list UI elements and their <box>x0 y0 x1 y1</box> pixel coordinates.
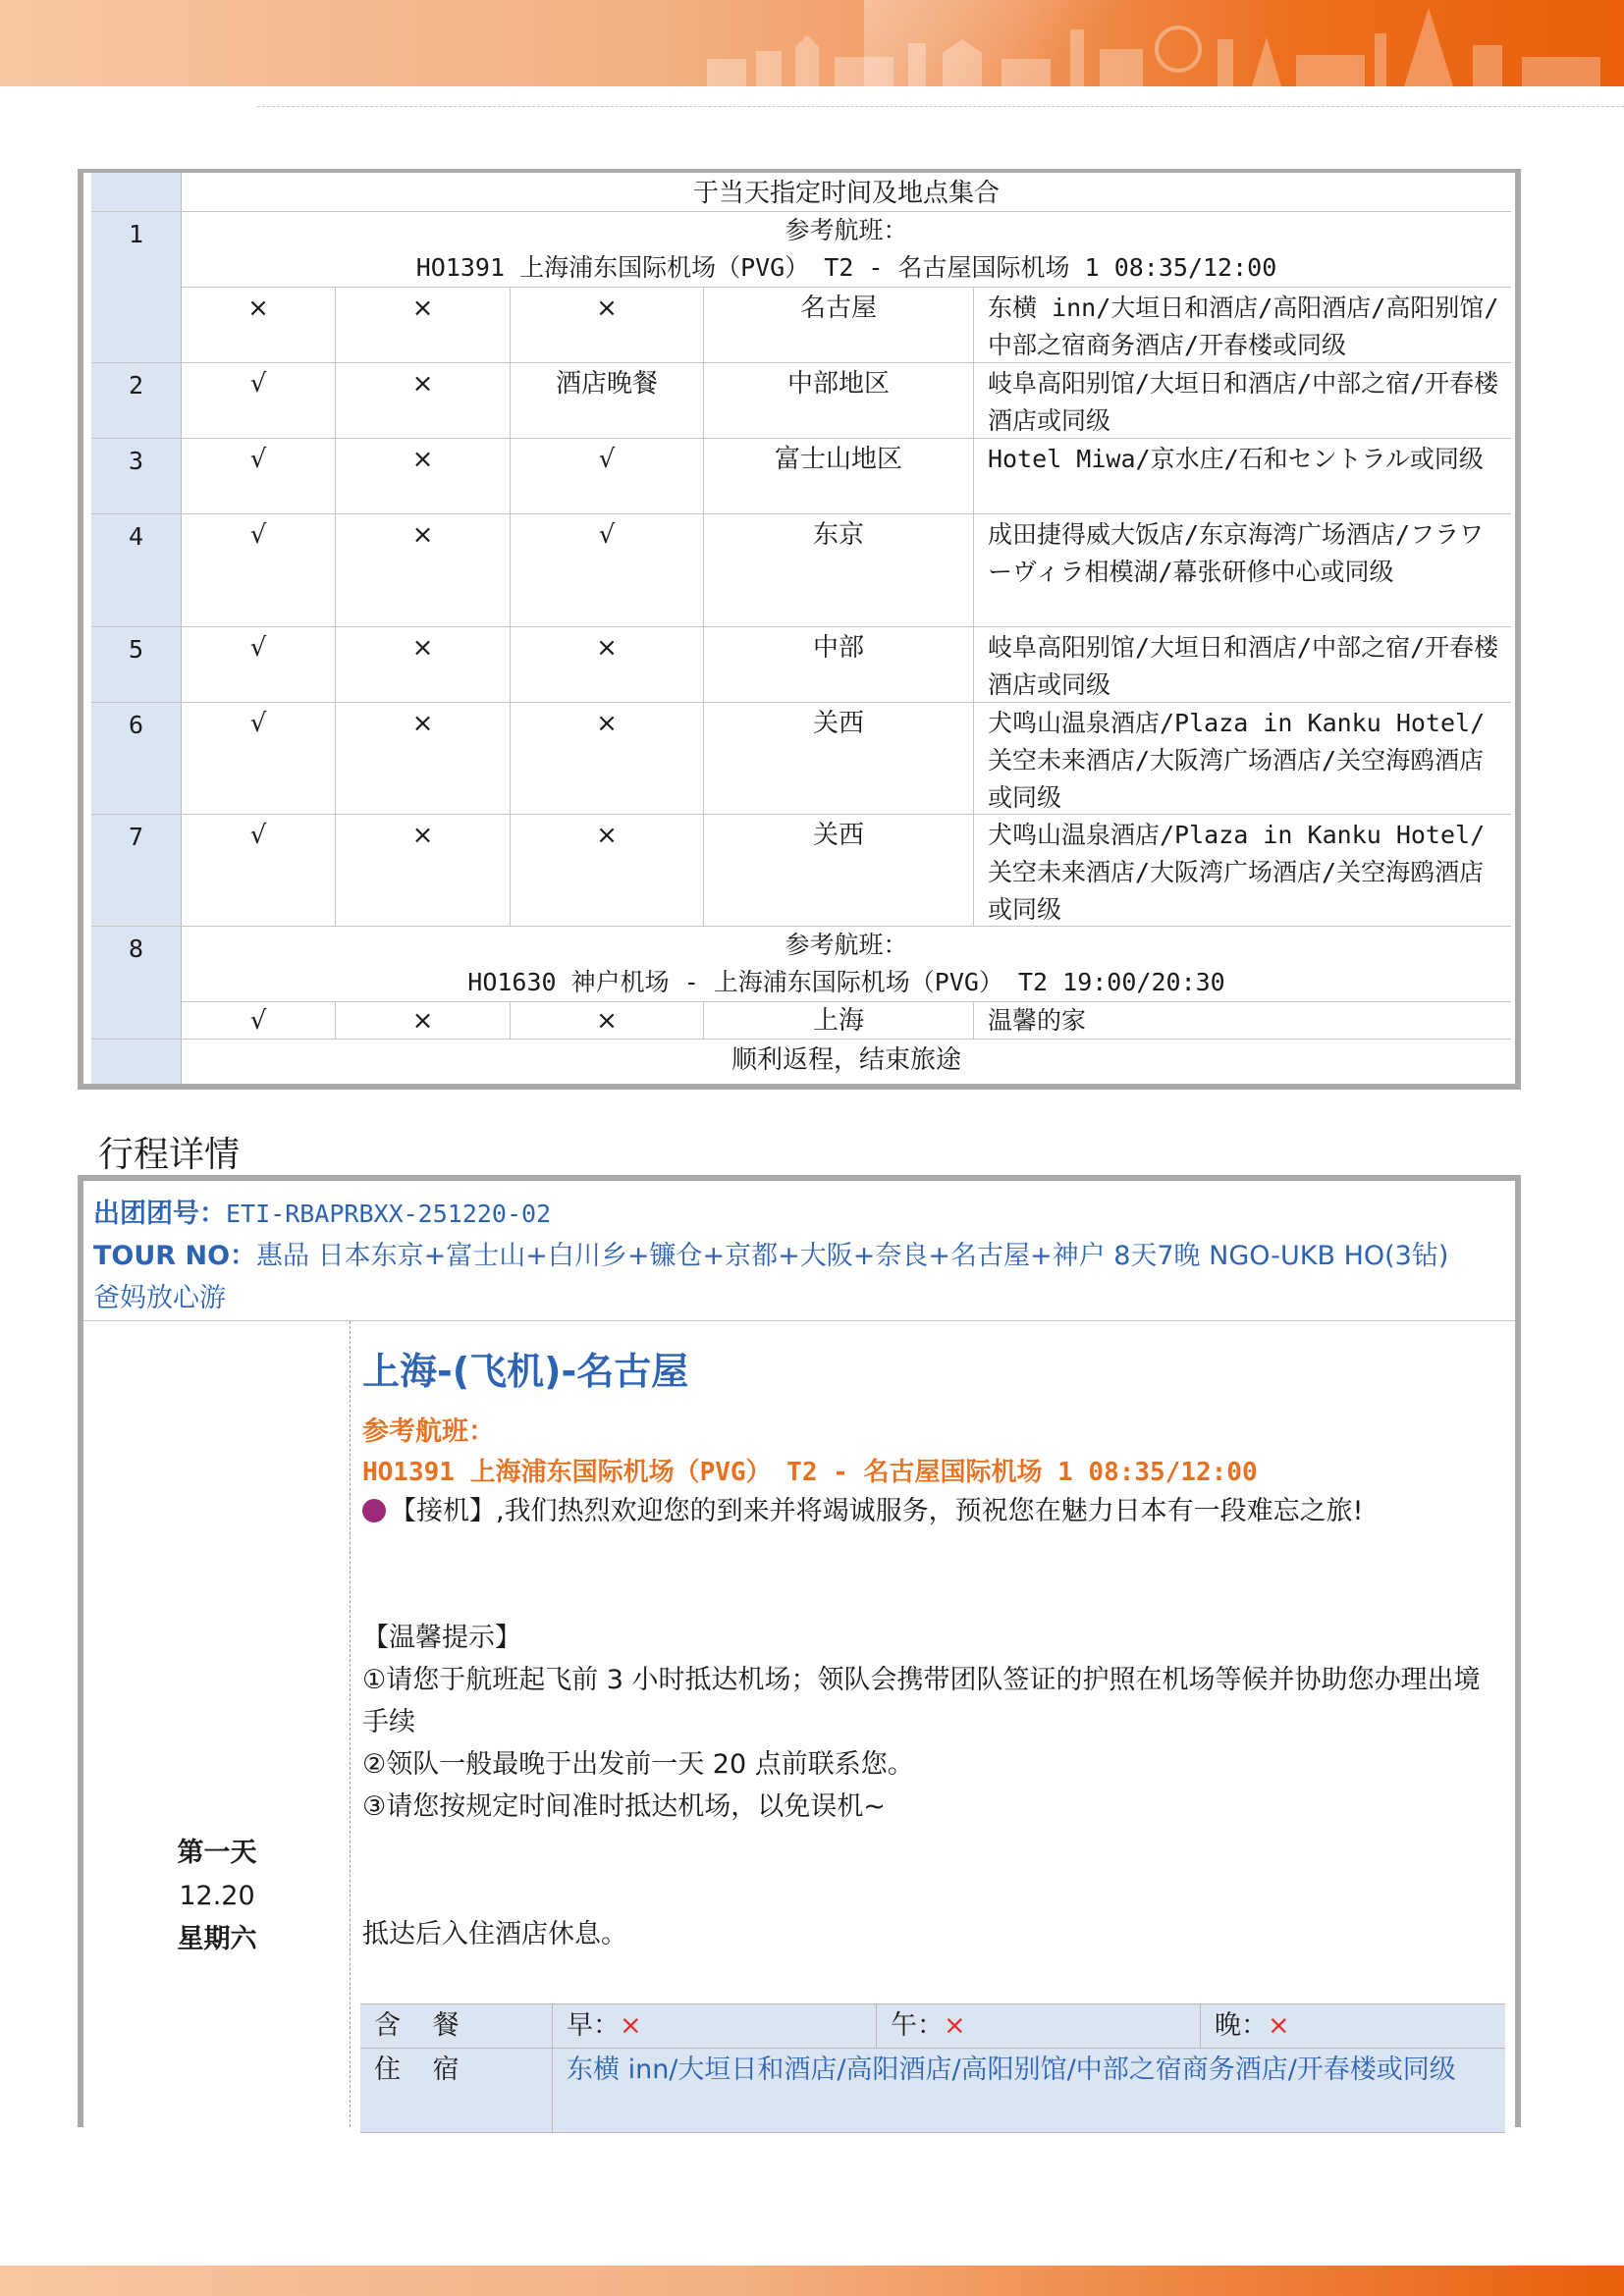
day-column <box>83 1321 351 2127</box>
footer-band <box>0 2266 1624 2296</box>
day-number: 3 <box>91 439 182 513</box>
table-row <box>91 363 1511 439</box>
ref-flight-label: 参考航班： <box>785 216 908 244</box>
dinner-cell <box>1201 2004 1505 2048</box>
ref-flight: HO1391 上海浦东国际机场（PVG） T2 - 名古屋国际机场 1 08:35/12:00 <box>362 1458 1258 1487</box>
table-row <box>91 439 1511 514</box>
table-row <box>91 815 1511 927</box>
hotel: 岐阜高阳别馆/大垣日和酒店/中部之宿/开春楼酒店或同级 <box>988 369 1499 435</box>
breakfast-mark: √ <box>182 363 336 438</box>
day-number: 4 <box>91 514 182 626</box>
city: 关西 <box>704 815 974 926</box>
day-number: 6 <box>91 703 182 814</box>
tour-name-line2: 爸妈放心游 <box>93 1283 226 1313</box>
city: 东京 <box>704 514 974 626</box>
pickup-text: 【接机】,我们热烈欢迎您的到来并将竭诚服务，预祝您在魅力日本有一段难忘之旅! <box>390 1496 1364 1526</box>
lunch-mark: × <box>336 1002 511 1039</box>
dinner-mark: × <box>511 703 704 814</box>
dinner-mark: × <box>511 1002 704 1039</box>
breakfast-mark: √ <box>182 815 336 926</box>
tip-3: ③请您按规定时间准时抵达机场，以免误机~ <box>362 1791 886 1822</box>
breakfast-cell <box>553 2004 877 2048</box>
day-number: 8 <box>91 927 182 1039</box>
city: 名古屋 <box>704 288 974 363</box>
gather-note: 于当天指定时间及地点集合 <box>692 179 1000 208</box>
table-row <box>91 627 1511 703</box>
dinner-mark: × <box>511 815 704 926</box>
table-row <box>91 703 1511 815</box>
bullet-dot-icon <box>362 1499 386 1522</box>
lunch-mark: × <box>336 815 511 926</box>
city: 富士山地区 <box>704 439 974 513</box>
table-row <box>91 927 1511 1040</box>
lunch-mark: × <box>336 439 511 513</box>
stay-label: 住 宿 <box>360 2049 553 2132</box>
breakfast-value: × <box>620 2010 642 2041</box>
city: 上海 <box>704 1002 974 1039</box>
day-number: 1 <box>91 212 182 362</box>
lunch-cell <box>877 2004 1201 2048</box>
meals-row <box>360 2003 1505 2049</box>
day-label <box>83 1832 351 1961</box>
dinner-mark: √ <box>511 439 704 513</box>
itinerary-summary-table <box>78 169 1521 1090</box>
day-number: 2 <box>91 363 182 438</box>
lodging-row <box>360 2049 1505 2133</box>
table-row <box>91 514 1511 627</box>
tips-title: 【温馨提示】 <box>362 1623 521 1653</box>
tour-header <box>93 1193 1505 1319</box>
tour-no-label: TOUR NO： <box>93 1241 257 1271</box>
tour-name: 惠品 日本东京+富士山+白川乡+镰仓+京都+大阪+奈良+名古屋+神户 8天7晚 NGO-UKB HO(3钻) <box>256 1241 1449 1271</box>
lunch-label: 午： <box>891 2010 944 2041</box>
ref-flight-label: 参考航班： <box>785 931 908 959</box>
day-weekday: 星期六 <box>177 1924 257 1954</box>
dinner-mark: × <box>511 288 704 363</box>
city: 关西 <box>704 703 974 814</box>
dinner-label: 晚： <box>1215 2010 1268 2041</box>
header-banner <box>0 0 1624 86</box>
city-skyline-icon <box>687 0 1624 86</box>
dinner-mark: √ <box>511 514 704 626</box>
end-note: 顺利返程，结束旅途 <box>731 1045 961 1075</box>
day-number: 7 <box>91 815 182 926</box>
city: 中部地区 <box>704 363 974 438</box>
day-number: 5 <box>91 627 182 702</box>
hotel: 犬鸣山温泉酒店/Plaza in Kanku Hotel/关空未来酒店/大阪湾广场酒店/关空海鸥酒店或同级 <box>988 821 1486 924</box>
city: 中部 <box>704 627 974 702</box>
route-title: 上海-(飞机)-名古屋 <box>362 1350 689 1393</box>
lunch-mark: × <box>336 703 511 814</box>
breakfast-mark: √ <box>182 439 336 513</box>
day-title: 第一天 <box>177 1838 257 1868</box>
dinner-value: × <box>1268 2010 1290 2041</box>
table-row <box>91 1040 1511 1084</box>
lunch-mark: × <box>336 514 511 626</box>
hotel: 岐阜高阳别馆/大垣日和酒店/中部之宿/开春楼酒店或同级 <box>988 633 1499 699</box>
meals-lodging-grid <box>360 2003 1505 2133</box>
lunch-mark: × <box>336 627 511 702</box>
tip-1: ①请您于航班起飞前 3 小时抵达机场；领队会携带团队签证的护照在机场等候并协助您办理出境手续 <box>362 1665 1481 1737</box>
breakfast-mark: √ <box>182 627 336 702</box>
breakfast-mark: √ <box>182 703 336 814</box>
hotel: Hotel Miwa/京水庄/石和セントラル或同级 <box>988 445 1484 473</box>
itinerary-detail-table <box>78 1175 1521 2127</box>
checkin-text: 抵达后入住酒店休息。 <box>362 1919 627 1949</box>
group-no: ETI-RBAPRBXX-251220-02 <box>226 1200 552 1228</box>
stay-value: 东横 inn/大垣日和酒店/高阳酒店/高阳别馆/中部之宿商务酒店/开春楼或同级 <box>567 2055 1456 2085</box>
lunch-mark: × <box>336 363 511 438</box>
breakfast-mark: √ <box>182 1002 336 1039</box>
section-heading: 行程详情 <box>98 1135 241 1175</box>
breakfast-mark: √ <box>182 514 336 626</box>
lunch-mark: × <box>336 288 511 363</box>
ref-flight-label: 参考航班： <box>362 1416 495 1447</box>
hotel: 成田捷得威大饭店/东京海湾广场酒店/フラワーヴィラ相模湖/幕张研修中心或同级 <box>988 520 1485 586</box>
table-row <box>91 212 1511 363</box>
dinner-mark: 酒店晚餐 <box>511 363 704 438</box>
ref-flight: HO1391 上海浦东国际机场（PVG） T2 - 名古屋国际机场 1 08:35/12:00 <box>415 253 1277 282</box>
hotel: 温馨的家 <box>988 1006 1087 1035</box>
breakfast-mark: × <box>182 288 336 363</box>
group-no-label: 出团团号： <box>93 1199 226 1229</box>
lunch-value: × <box>944 2010 966 2041</box>
dinner-mark: × <box>511 627 704 702</box>
table-row <box>91 173 1511 212</box>
hotel: 犬鸣山温泉酒店/Plaza in Kanku Hotel/关空未来酒店/大阪湾广场酒店/关空海鸥酒店或同级 <box>988 709 1486 812</box>
day-date: 12.20 <box>179 1881 255 1911</box>
ref-flight: HO1630 神户机场 - 上海浦东国际机场（PVG） T2 19:00/20:30 <box>467 968 1225 996</box>
tip-2: ②领队一般最晚于出发前一天 20 点前联系您。 <box>362 1749 914 1780</box>
hotel: 东横 inn/大垣日和酒店/高阳酒店/高阳别馆/中部之宿商务酒店/开春楼或同级 <box>988 294 1499 359</box>
breakfast-label: 早： <box>567 2010 620 2041</box>
meals-label: 含 餐 <box>360 2004 553 2048</box>
header-rule <box>257 106 1624 107</box>
pickup-paragraph <box>362 1490 1363 1532</box>
